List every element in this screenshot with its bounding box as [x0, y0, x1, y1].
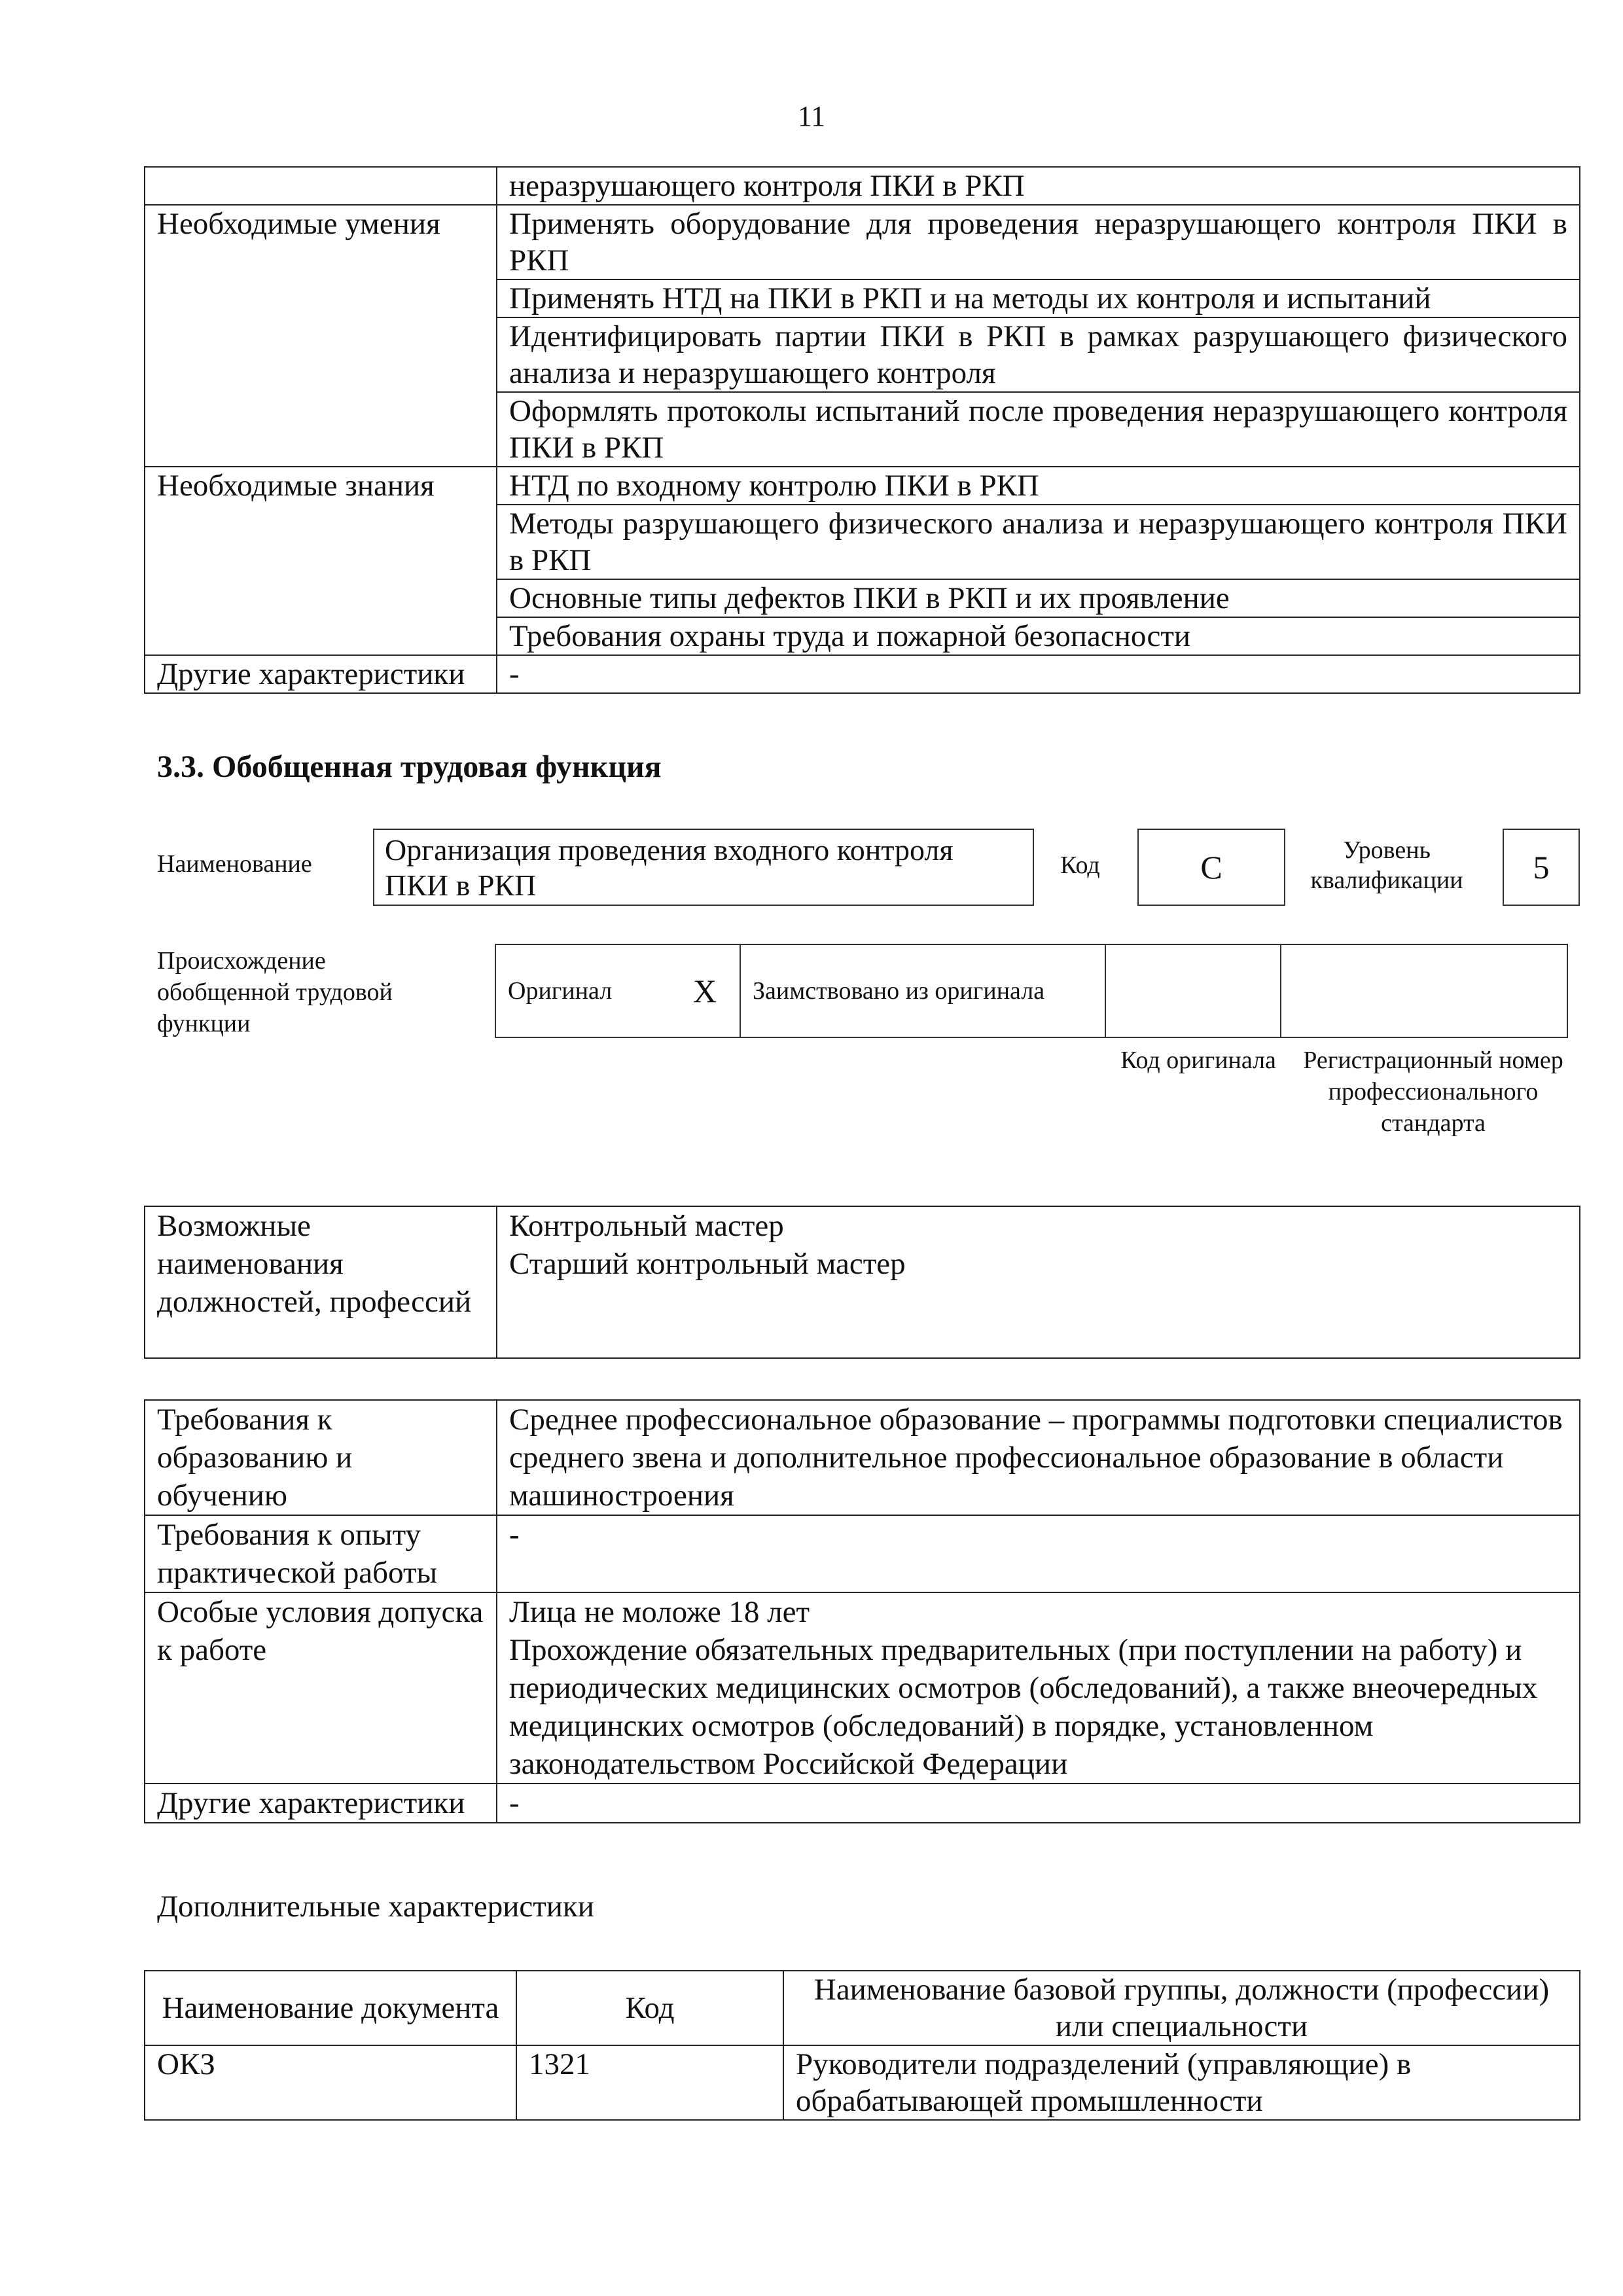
origin-reg-label: Регистрационный номер профессионального стандарта: [1303, 1047, 1563, 1137]
origin-table: [495, 944, 1568, 1038]
requirement-value: -: [497, 1784, 1580, 1823]
knowledge-label: Необходимые знания: [145, 467, 497, 655]
requirement-value: -: [497, 1515, 1580, 1592]
requirement-label: Другие характеристики: [145, 1784, 497, 1823]
requirements-table: [144, 1399, 1580, 1823]
empty-label-cell: [145, 167, 497, 205]
skills-label: Необходимые умения: [145, 205, 497, 467]
other-label: Другие характеристики: [145, 655, 497, 693]
positions-table: [144, 1206, 1580, 1359]
knowledge-item: Требования охраны труда и пожарной безопасности: [497, 617, 1580, 655]
requirement-value: Среднее профессиональное образование – программы подготовки специалистов среднего звена и дополнительное профессиональное образование в области машиностроения: [497, 1400, 1580, 1515]
origin-code-cell: [1105, 944, 1281, 1037]
positions-values: [497, 1206, 1580, 1358]
origin-code-label: Код оригинала: [1120, 1047, 1276, 1074]
origin-reg-cell: [1281, 944, 1567, 1037]
extra-header: Наименование документа: [145, 1971, 516, 2045]
requirement-label: Требования к образованию и обучению: [145, 1400, 497, 1515]
requirement-line: Прохождение обязательных предварительных (при поступлении на работу) и периодических медицинских осмотров (обследований), а также внеочередных медицинских осмотров (обследований) в порядке, установленном законодательством Российской Федерации: [509, 1633, 1538, 1781]
requirement-label: Требования к опыту практической работы: [145, 1515, 497, 1592]
extra-name: Руководители подразделений (управляющие) в обрабатывающей промышленности: [783, 2045, 1580, 2120]
requirement-line: Лица не моложе 18 лет: [509, 1595, 810, 1629]
extra-title: Дополнительные характеристики: [157, 1890, 594, 1924]
skill-item: Применять оборудование для проведения неразрушающего контроля ПКИ в РКП: [497, 205, 1580, 279]
level-label: Уровень квалификации: [1310, 836, 1463, 894]
table-row: [145, 2045, 1580, 2120]
extra-doc: ОКЗ: [145, 2045, 516, 2120]
extra-header: Наименование базовой группы, должности (профессии) или специальности: [783, 1971, 1580, 2045]
knowledge-item: Основные типы дефектов ПКИ в РКП и их проявление: [497, 579, 1580, 617]
skill-item: Оформлять протоколы испытаний после проведения неразрушающего контроля ПКИ в РКП: [497, 392, 1580, 467]
extra-header: Код: [516, 1971, 783, 2045]
skill-item: Идентифицировать партии ПКИ в РКП в рамках разрушающего физического анализа и неразрушающего контроля: [497, 317, 1580, 392]
position-item: Контрольный мастер: [509, 1209, 784, 1243]
skill-item: Применять НТД на ПКИ в РКП и на методы их контроля и испытаний: [497, 279, 1580, 317]
origin-label: Происхождение обобщенной трудовой функции: [157, 947, 393, 1037]
other-value: -: [497, 655, 1580, 693]
continuation-cell: неразрушающего контроля ПКИ в РКП: [497, 167, 1580, 205]
position-item: Старший контрольный мастер: [509, 1247, 906, 1281]
level-value-box: 5: [1503, 829, 1580, 906]
origin-borrowed: Заимствовано из оригинала: [740, 944, 1105, 1037]
requirement-value: [497, 1592, 1580, 1784]
extra-table: [144, 1970, 1580, 2121]
page-number: 11: [797, 100, 826, 132]
origin-mark: X: [670, 944, 740, 1037]
skills-knowledge-table: [144, 166, 1580, 694]
name-label: Наименование: [157, 850, 312, 878]
code-label: Код: [1060, 852, 1100, 879]
knowledge-item: Методы разрушающего физического анализа и неразрушающего контроля ПКИ в РКП: [497, 505, 1580, 579]
positions-label: Возможные наименования должностей, профессий: [145, 1206, 497, 1358]
requirement-label: Особые условия допуска к работе: [145, 1592, 497, 1784]
origin-original: Оригинал: [495, 944, 670, 1037]
extra-code: 1321: [516, 2045, 783, 2120]
code-value-box: C: [1137, 829, 1285, 906]
knowledge-item: НТД по входному контролю ПКИ в РКП: [497, 467, 1580, 505]
name-value-box: Организация проведения входного контроля ПКИ в РКП: [373, 829, 1034, 906]
section-title: 3.3. Обобщенная трудовая функция: [157, 749, 662, 784]
